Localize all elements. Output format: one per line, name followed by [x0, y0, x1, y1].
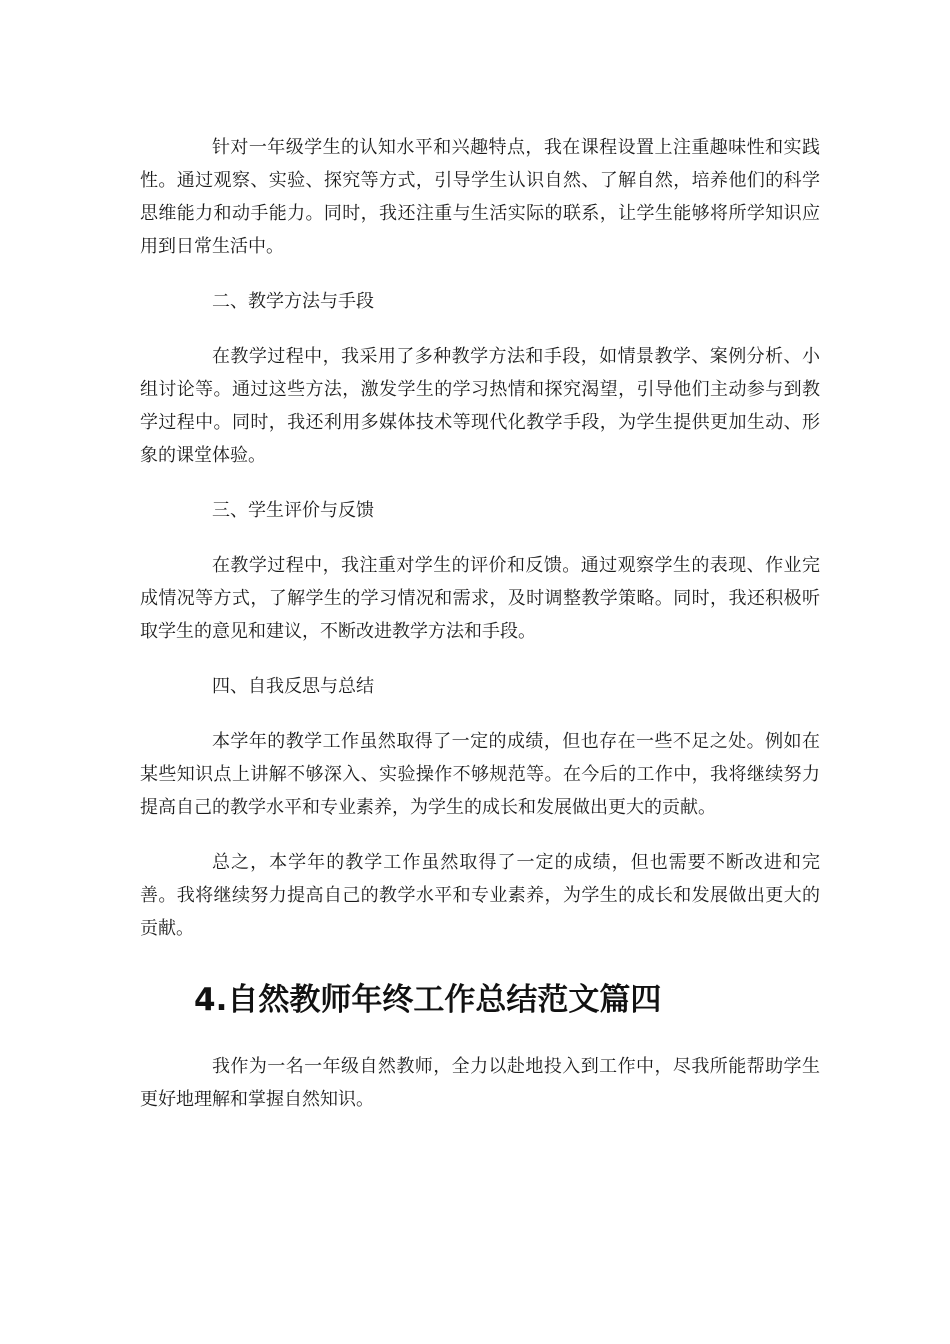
section-heading-evaluation: 三、学生评价与反馈 [212, 500, 374, 521]
paragraph-teaching-methods: 在教学过程中，我采用了多种教学方法和手段，如情景教学、案例分析、小组讨论等。通过这些方法，激发学生的学习热情和探究渴望，引导他们主动参与到教学过程中。同时，我还利用多媒体技术等现代化教学手段，为学生提供更加生动、形象的课堂体验。 [140, 346, 820, 466]
paragraph-reflection: 本学年的教学工作虽然取得了一定的成绩，但也存在一些不足之处。例如在某些知识点上讲解不够深入、实验操作不够规范等。在今后的工作中，我将继续努力提高自己的教学水平和专业素养，为学生的成长和发展做出更大的贡献。 [140, 731, 820, 818]
paragraph-intro: 我作为一名一年级自然教师，全力以赴地投入到工作中，尽我所能帮助学生更好地理解和掌握自然知识。 [140, 1056, 820, 1110]
section-heading-reflection: 四、自我反思与总结 [212, 676, 374, 697]
article-title: 4.自然教师年终工作总结范文篇四 [194, 982, 662, 1018]
document-body [140, 131, 820, 1138]
paragraph-evaluation: 在教学过程中，我注重对学生的评价和反馈。通过观察学生的表现、作业完成情况等方式，了解学生的学习情况和需求，及时调整教学策略。同时，我还积极听取学生的意见和建议，不断改进教学方法和手段。 [140, 555, 820, 642]
paragraph-curriculum: 针对一年级学生的认知水平和兴趣特点，我在课程设置上注重趣味性和实践性。通过观察、实验、探究等方式，引导学生认识自然、了解自然，培养他们的科学思维能力和动手能力。同时，我还注重与生活实际的联系，让学生能够将所学知识应用到日常生活中。 [140, 137, 820, 257]
paragraph-conclusion: 总之，本学年的教学工作虽然取得了一定的成绩，但也需要不断改进和完善。我将继续努力提高自己的教学水平和专业素养，为学生的成长和发展做出更大的贡献。 [140, 852, 820, 939]
section-heading-teaching-methods: 二、教学方法与手段 [212, 291, 374, 312]
